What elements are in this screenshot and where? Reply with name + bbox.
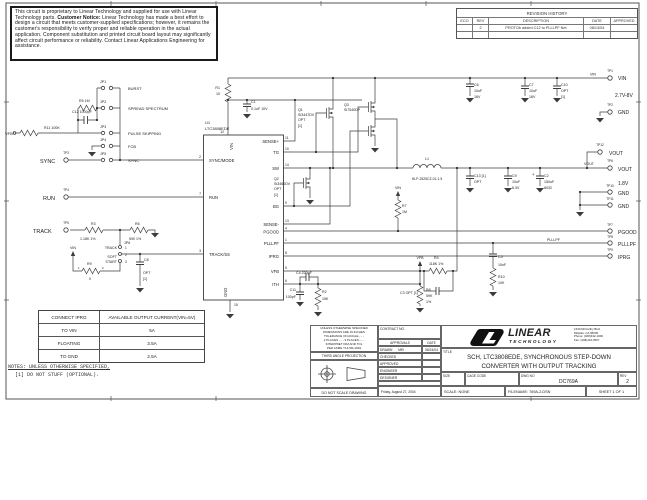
rev-cell: REV 2 xyxy=(618,372,637,386)
scale-cell: SCALE: NONE xyxy=(441,386,505,397)
notes xyxy=(8,364,110,378)
rev-value: 2 xyxy=(626,378,629,385)
row-label: DRAWN xyxy=(380,348,393,352)
schematic-label: TP2 xyxy=(607,103,613,107)
schematic-label: U1 xyxy=(205,120,211,125)
schematic-label: PLLLPF xyxy=(618,242,637,248)
table-row xyxy=(39,323,204,336)
schematic-label: VOUT xyxy=(584,162,594,166)
schematic-label: OPT xyxy=(474,180,482,184)
title-block xyxy=(310,325,637,397)
schematic-label: 1.18K 1% xyxy=(80,237,96,241)
do-not-scale-label: DO NOT SCALE DRAWING xyxy=(310,388,378,397)
schematic-label: 10 xyxy=(216,92,220,96)
schematic-label: SYNC xyxy=(128,158,140,163)
schematic-label: TP11 xyxy=(606,197,614,201)
schematic-label: R4 xyxy=(434,256,439,260)
schematic-label: 8 xyxy=(285,251,287,255)
tolerance-line: UNLESS OTHERWISE SPECIFIED xyxy=(320,326,368,330)
schematic-label: R9 xyxy=(87,262,92,266)
schematic-label: LTC3808EDE xyxy=(205,126,230,131)
capacitor-plates xyxy=(84,84,561,295)
schematic-label: JP1 xyxy=(100,80,107,84)
schematic-label: C4 220pF xyxy=(296,271,312,275)
schematic-label: TP8 xyxy=(607,235,613,239)
inductor-l1 xyxy=(413,165,441,168)
schematic-label: TP7 xyxy=(607,223,613,227)
q3-top-fet xyxy=(364,98,375,116)
schematic-label: SYNC xyxy=(40,159,56,165)
schematic-label: R8 xyxy=(426,288,431,292)
revision-history-table xyxy=(456,8,638,39)
schematic-label: SYNC/MODE xyxy=(209,158,235,163)
drawing-title-line2: CONVERTER WITH OUTPUT TRACKING xyxy=(481,362,597,370)
schematic-label: SW xyxy=(272,166,279,171)
schematic-label: 1% xyxy=(426,300,432,304)
schematic-label: C6 xyxy=(474,83,479,87)
schematic-label: TP6 xyxy=(607,159,613,163)
q2-fet xyxy=(299,174,310,192)
q1-fet xyxy=(322,104,333,122)
schematic-label: 10nF xyxy=(498,263,507,267)
table-row xyxy=(39,336,204,349)
schematic-label: 150uF xyxy=(544,180,555,184)
iprg-header-connect: CONNECT IPRG xyxy=(39,311,100,323)
schematic-label: VIN xyxy=(70,246,76,250)
filename-cell: FILENAME: 769A-2.DSN xyxy=(505,386,586,397)
approvals-header: APPROVALS xyxy=(378,339,422,346)
approval-row-approved: APPROVED xyxy=(378,360,422,367)
schematic-label: 10K xyxy=(498,281,505,285)
schematic-label: TP10 xyxy=(606,184,614,188)
dwg-no-cell: DWG NO DC769A xyxy=(519,372,618,386)
schematic-label: C10 xyxy=(561,83,568,87)
schematic-label: R11 100K xyxy=(44,126,60,130)
schematic-label: TP5 xyxy=(63,221,69,225)
iprg-cell: TO GND xyxy=(39,350,100,362)
schematic-label: 59K xyxy=(426,294,433,298)
schematic-label: RUN xyxy=(43,196,55,202)
revision-history-title: REVISION HISTORY xyxy=(526,10,568,16)
schematic-label: PLLLPF xyxy=(263,241,279,246)
schematic-label: 2 xyxy=(125,253,127,257)
schematic-label: TRACK/SS xyxy=(209,252,230,257)
schematic-label: C11 xyxy=(289,288,296,292)
drawing-title-cell xyxy=(441,348,637,372)
col-rev: REV xyxy=(472,18,488,24)
schematic-label: 10 xyxy=(285,147,289,151)
tolerance-line: TOLERANCE ON ANGLE - - - xyxy=(324,333,364,338)
approval-row-drawn xyxy=(378,346,422,353)
schematic-label: L1 xyxy=(425,157,429,161)
schematic-label: 1M xyxy=(402,210,407,214)
schematic-label: TP1 xyxy=(607,69,613,73)
drawn-date: 08/24/04 xyxy=(422,346,441,353)
schematic-label: TP9 xyxy=(607,248,613,252)
schematic-label: Si7540DP xyxy=(344,108,361,112)
rev-approved xyxy=(610,25,637,31)
tolerance-line: DIMENSIONS ARE IN INCHES xyxy=(323,329,365,334)
projection-symbol xyxy=(310,360,378,388)
schematic-label: Si3447DV xyxy=(298,113,315,117)
drawn-name: MEI xyxy=(398,348,405,352)
schematic-label: Si3460DV xyxy=(274,182,291,186)
schematic-label: C7 xyxy=(529,83,534,87)
schematic-label: VFB xyxy=(5,131,13,136)
company-name-2: TECHNOLOGY xyxy=(509,339,558,344)
rev-eco xyxy=(457,25,472,31)
schematic-label: Q3 xyxy=(344,103,349,107)
tolerance-line: PER ASME Y14.5M-1994 xyxy=(326,345,362,350)
schematic-label: 11 xyxy=(285,136,289,140)
cage-code-cell: CAGE CODE xyxy=(465,372,519,386)
schematic-label: FCB xyxy=(128,144,136,149)
schematic-label: TRACK xyxy=(33,229,52,235)
jumper-pins xyxy=(13,86,121,262)
iprg-header-current: AVAILABLE OUTPUT CURRENT(VIN=5V) xyxy=(108,314,196,320)
schematic-label: C13 [1] xyxy=(474,174,486,178)
schematic-label: 15 xyxy=(234,303,238,307)
schematic-label: VIN xyxy=(590,72,596,77)
notes-line1: NOTES: UNLESS OTHERWISE SPECIFIED, xyxy=(8,364,111,370)
schematic-label: SPREAD SPECTRUM xyxy=(128,106,169,111)
schematic-label: GND xyxy=(618,191,630,197)
schematic-label: + xyxy=(532,172,535,177)
schematic-label: C1 xyxy=(251,100,256,104)
iprg-cell: 5A xyxy=(149,327,155,333)
schematic-label: JP4 xyxy=(100,138,107,142)
schematic-label: 1 xyxy=(125,246,127,250)
schematic-label: PLLLPF xyxy=(547,238,560,242)
schematic-label: C5 xyxy=(498,255,503,259)
schematic-label: 100pF xyxy=(285,295,296,299)
schematic-label: 13 xyxy=(285,219,289,223)
company-name: LINEAR xyxy=(508,327,551,339)
schematic-label: GND xyxy=(618,110,630,116)
revision-row-empty xyxy=(457,31,637,38)
schematic-label: Q1 xyxy=(298,108,303,112)
schematic-label: R3 xyxy=(91,222,96,226)
schematic-label: C2 xyxy=(544,174,549,178)
schematic-label: 10uF xyxy=(474,89,483,93)
schematic-label: SENSE- xyxy=(263,222,279,227)
schematic-label: 2 xyxy=(199,155,201,159)
schematic-label: 16V xyxy=(474,95,481,99)
schematic-label: JP2 xyxy=(100,100,107,104)
rev-date: 08/13/04 xyxy=(583,25,610,31)
third-angle-label: THIRD ANGLE PROJECTION xyxy=(310,352,378,360)
schematic-label: R10 xyxy=(498,275,505,279)
company-address: 1630 McCarthy Blvd. Milpitas, CA 95035 Phone: (408)432-1900 Fax: (408)434-0507 xyxy=(574,327,603,343)
sheet-cell: SHEET 1 OF 1 xyxy=(586,386,637,397)
approved-date xyxy=(422,360,441,367)
schematic-label: R6 xyxy=(135,222,140,226)
schematic-label: SOFT xyxy=(107,255,117,259)
schematic-label: [1] xyxy=(143,277,147,281)
resistors xyxy=(20,84,496,306)
schematic-label: BURST xyxy=(128,86,142,91)
schematic-label: 1.8V xyxy=(618,181,629,187)
schematic-label: 6032 xyxy=(544,186,552,190)
schematic-label: TP3 xyxy=(63,151,69,155)
notes-line2: [1] DO NOT STUFF (OPTIONAL). xyxy=(15,372,100,378)
schematic-label: [1] xyxy=(274,193,278,197)
schematic-label: VFB xyxy=(416,256,424,260)
schematic-label: 7 xyxy=(199,192,201,196)
schematic-label: GND xyxy=(618,204,630,210)
schematic-label: OPT xyxy=(298,118,306,122)
schematic-label: START xyxy=(105,260,117,264)
schematic-label: HLP-2525CZ-01-1.5 xyxy=(411,177,443,181)
iprg-cell: FLOATING xyxy=(39,337,100,349)
table-row xyxy=(39,349,204,362)
schematic-label: VFB xyxy=(270,269,279,274)
schematic-label: C9 xyxy=(512,174,517,178)
disclaimer-box xyxy=(10,6,218,61)
schematic-label: [1] xyxy=(561,95,565,99)
schematic-label: JP6 xyxy=(124,241,131,245)
schematic-label: Q2 xyxy=(274,177,279,181)
schematic-label: 1 xyxy=(78,266,80,270)
approval-row-checked: CHECKED xyxy=(378,353,422,360)
schematic-label: 2.7V-8V xyxy=(615,93,633,99)
schematic-label: VOUT xyxy=(609,151,623,157)
schematic-label: TP12 xyxy=(596,143,604,147)
approval-row-designer: DESIGNER xyxy=(378,374,422,381)
contract-no-cell: CONTRACT NO. xyxy=(378,325,441,339)
schematic-label: VOUT xyxy=(618,167,632,173)
schematic-label: C12 1000pF xyxy=(72,110,92,114)
schematic-label: OPT xyxy=(274,187,282,191)
schematic-label: 10uF xyxy=(529,89,538,93)
col-description: DESCRIPTION xyxy=(488,18,583,24)
size-cell: SIZE xyxy=(441,372,465,386)
schematic-label: 0 xyxy=(89,277,91,281)
schematic-label: R7 xyxy=(402,204,407,208)
schematic-label: IPRG xyxy=(268,254,279,259)
rev-description: PROTOb added C12 to PLLLPF Net xyxy=(488,25,583,31)
iprg-cell: TO VIN xyxy=(39,324,100,336)
schematic-label: 10uF xyxy=(512,180,521,184)
schematic-label: 118K 1% xyxy=(429,262,444,266)
revision-row xyxy=(457,24,637,31)
col-eco: ECO xyxy=(460,19,469,23)
schematic-label: TG xyxy=(273,150,279,155)
schematic-label: VIN xyxy=(618,76,627,82)
schematic-label: TP4 xyxy=(63,188,69,192)
schematic-label: JP5 xyxy=(100,152,107,156)
plot-date: Friday, August 27, 2004 xyxy=(378,386,441,397)
schematic-label: VIN xyxy=(229,143,234,150)
dwg-no-value: DC769A xyxy=(559,378,578,385)
schematic-label: 12 xyxy=(220,130,224,134)
iprg-cell: 3.5A xyxy=(147,340,157,346)
schematic-label: JP3 xyxy=(100,125,107,129)
schematic-label: 3 xyxy=(125,260,127,264)
schematic-label: 4 xyxy=(285,226,287,231)
schematic-label: C3 OPT [1] xyxy=(400,291,418,295)
schematic-label: 14 xyxy=(285,163,289,167)
schematic-label: VIN xyxy=(395,186,401,190)
iprg-table xyxy=(38,310,205,363)
schematic-label: ITH xyxy=(272,282,279,287)
schematic-label: 5 xyxy=(285,266,287,270)
drawing-title-line1: SCH, LTC3808EDE, SYNCHRONOUS STEP-DOWN xyxy=(467,354,611,361)
schematic-label: 6 xyxy=(285,279,287,283)
schematic-label: BG xyxy=(272,204,279,209)
schematic-label: 6.3V xyxy=(512,186,520,190)
schematic-label: R1 xyxy=(215,86,220,90)
schematic-label: [1] xyxy=(298,124,302,128)
disclaimer-intro: This circuit is proprietary to Linear Technology and supplied for use with Linear Technology parts. xyxy=(15,9,197,21)
engineer-date xyxy=(422,367,441,374)
approval-row-engineer: ENGINEER xyxy=(378,367,422,374)
col-date: DATE xyxy=(583,18,610,24)
schematic-label: 15K xyxy=(322,297,329,301)
net-arrows xyxy=(71,191,422,266)
schematic-label: 16V xyxy=(529,95,536,99)
schematic-label: C8 xyxy=(144,258,149,262)
company-logo-cell xyxy=(441,325,637,348)
schematic-label: SENSE+ xyxy=(262,139,279,144)
schematic-label: TRACK xyxy=(104,246,117,250)
schematic-label: PGOOD xyxy=(263,229,279,235)
title-label: TITLE xyxy=(443,350,452,354)
schematic-label: RUN xyxy=(209,195,219,200)
disclaimer-body: Linear Technology has made a best effort to design a circuit that meets customer-supplied specifications; however, it remains the customer's responsibility to verify proper and reliable operation in the actual application. Component substitution and printed circuit board layout may significantly affect circuit performance or reliability. Contact Linear Applications Engineering for assistance. xyxy=(15,14,211,50)
schematic-label: R2 xyxy=(322,290,327,294)
checked-date xyxy=(422,353,441,360)
customer-notice-label: Customer Notice: xyxy=(57,14,101,21)
schematic-label: 590 1% xyxy=(129,237,142,241)
ground-symbols xyxy=(88,98,604,319)
schematic-label: PULSE SKIPPING xyxy=(128,131,162,136)
schematic-label: 0.1uF 10V xyxy=(251,107,268,111)
designer-date xyxy=(422,374,441,381)
tolerance-block xyxy=(310,325,378,352)
schematic-label: R5 1M xyxy=(79,99,90,103)
schematic-label: 2 xyxy=(102,266,104,270)
schematic-label: OPT xyxy=(561,89,569,93)
q3-bottom-fet xyxy=(364,122,375,140)
tolerance-line: INTERPRET DIM AND TOL xyxy=(325,341,363,346)
schematic-label: PGOOD xyxy=(618,230,637,236)
schematic-label: IPRG xyxy=(618,255,631,261)
schematic-label: 9 xyxy=(285,201,287,205)
col-approved: APPROVED xyxy=(610,18,637,24)
date-header: DATE xyxy=(422,339,441,346)
iprg-cell: 2.5A xyxy=(147,353,157,359)
rev-number: 2 xyxy=(472,25,488,31)
schematic-label: 3 xyxy=(199,249,201,253)
schematic-label: 1 xyxy=(285,238,287,242)
tolerance-line: 2 PLACES - - - 3 PLACES - - - xyxy=(323,337,365,342)
schematic-label: GND xyxy=(223,287,228,297)
schematic-label: OPT xyxy=(143,271,151,275)
